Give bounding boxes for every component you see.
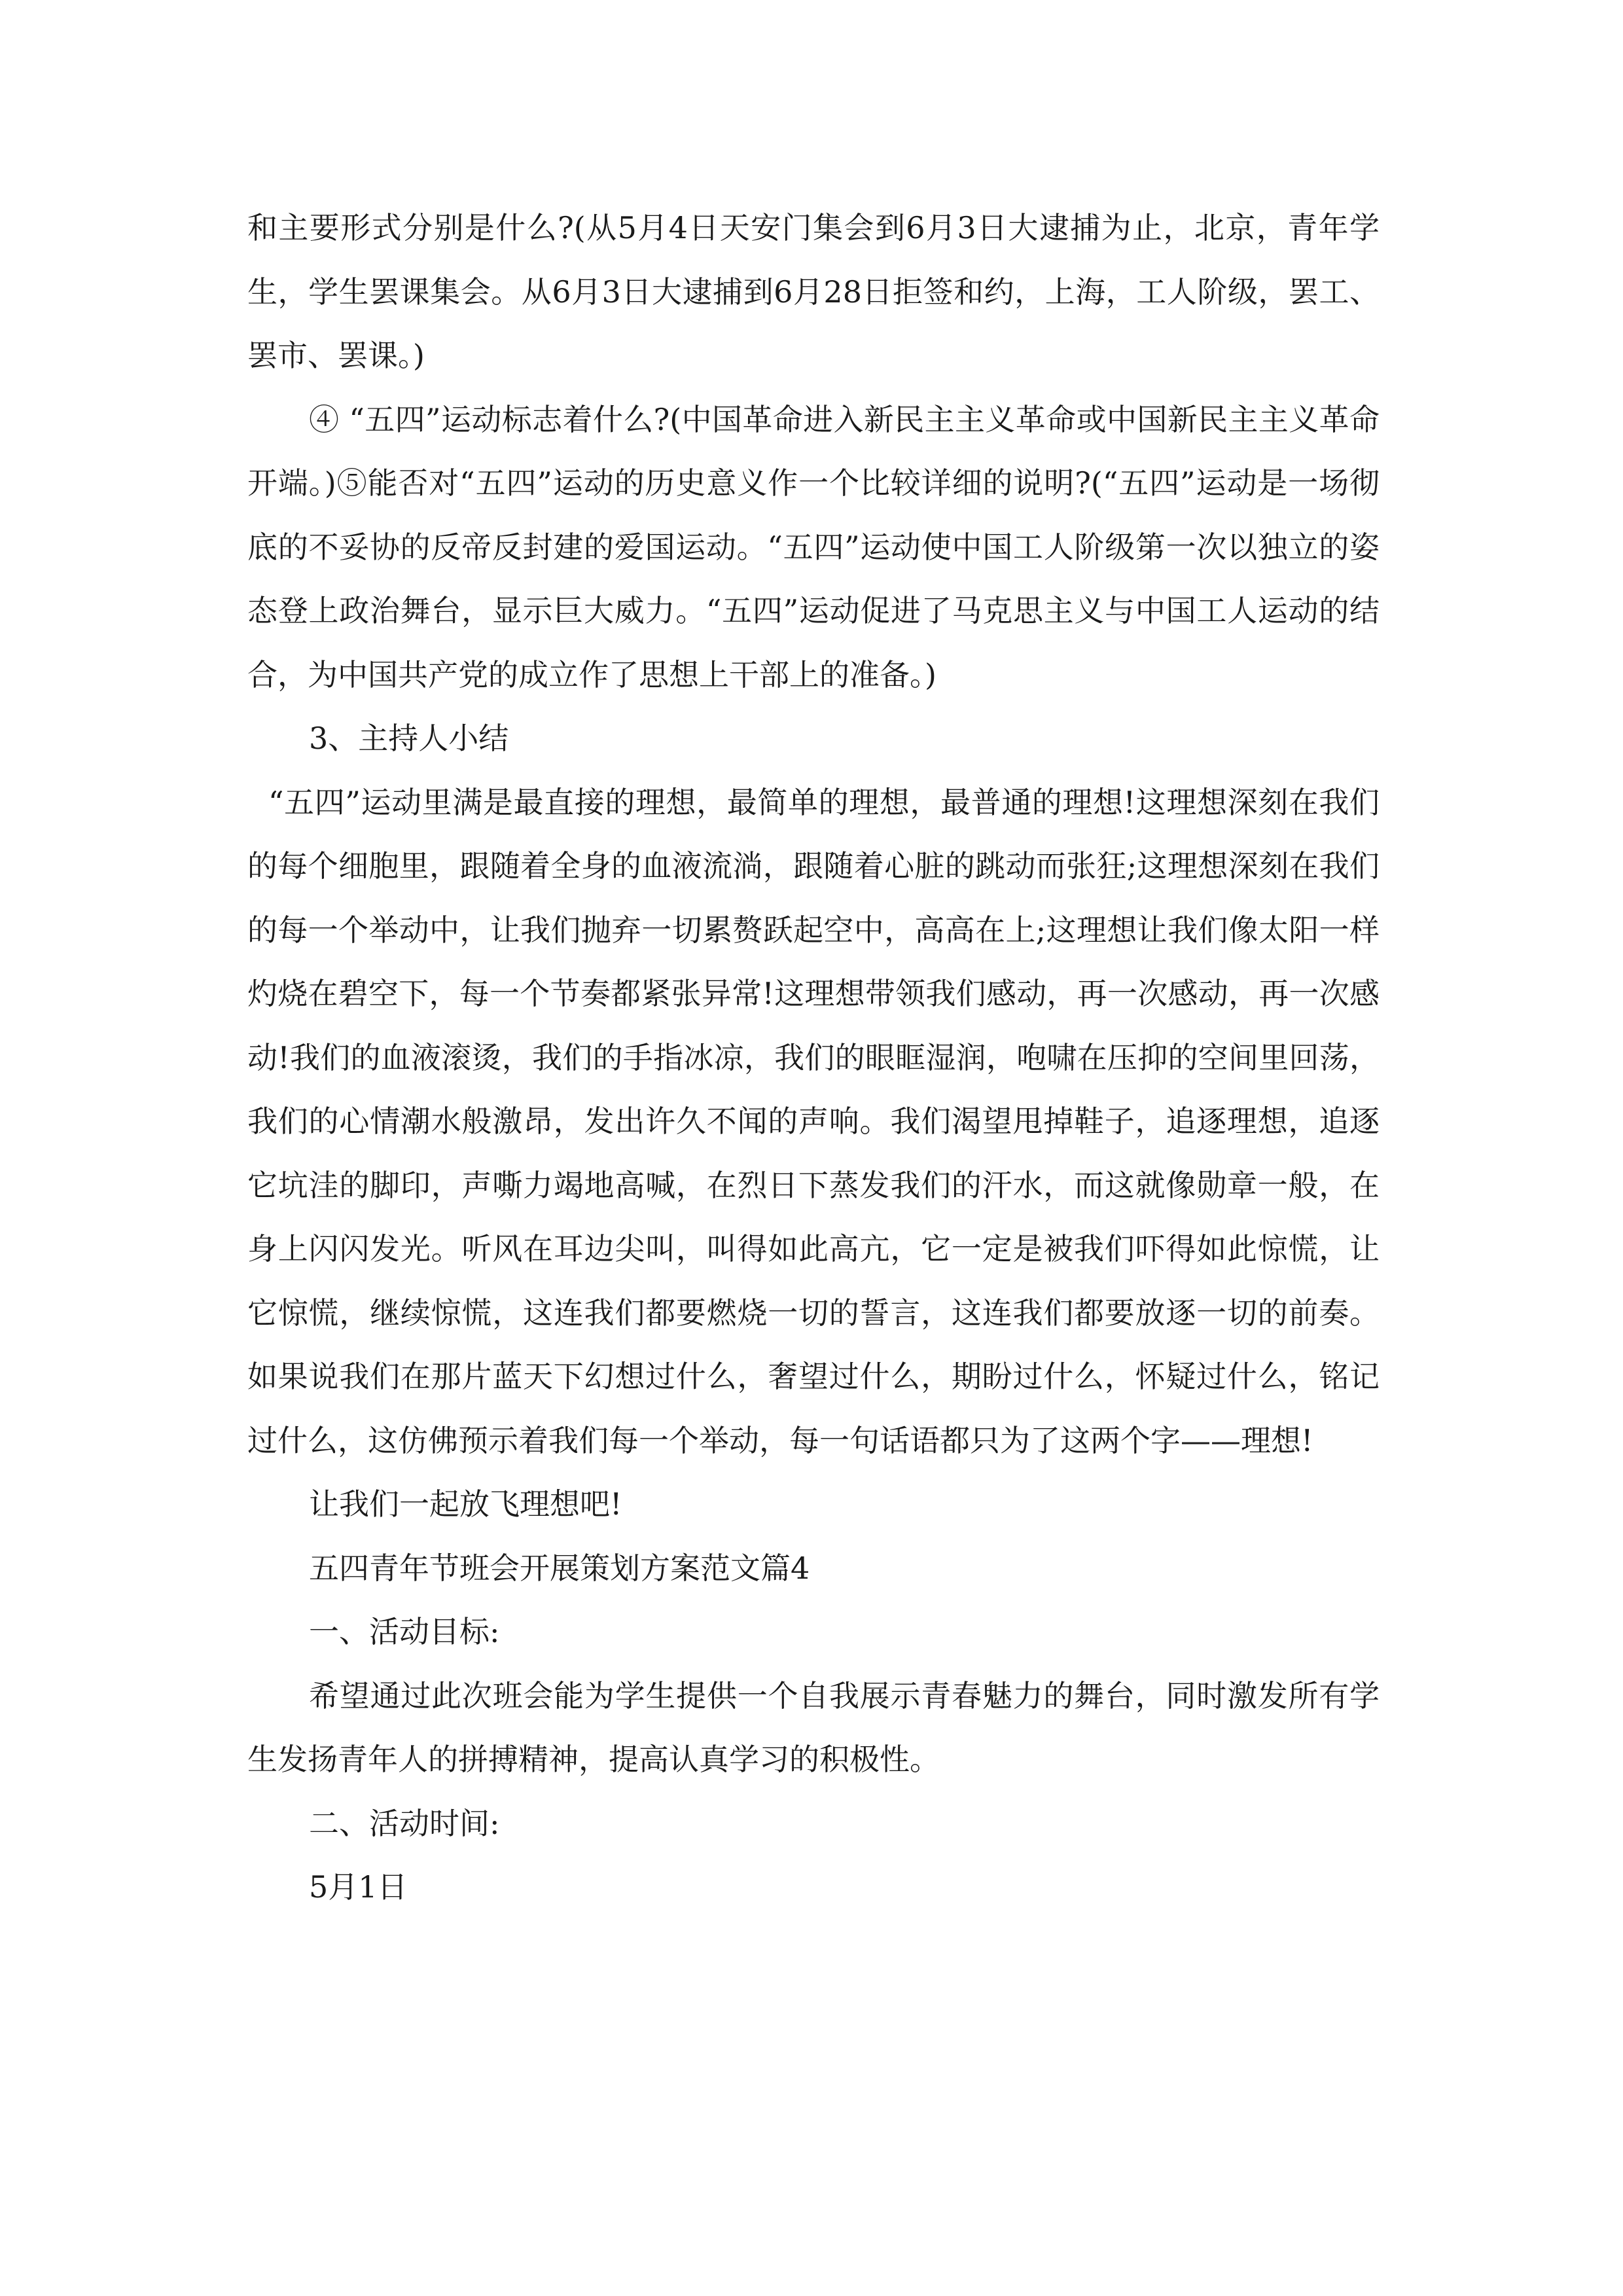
paragraph-activity-date: 5月1日 [309,1869,408,1905]
section-title-plan-4: 五四青年节班会开展策划方案范文篇4 [309,1550,810,1586]
paragraph-fly-ideal: 让我们一起放飞理想吧! [309,1486,622,1522]
document-body [247,196,1380,1920]
heading-activity-goal: 一、活动目标: [309,1614,500,1649]
paragraph-significance-question: ④ “五四”运动标志着什么?(中国革命进入新民主主义革命或中国新民主主义革命开端。)⑤能否对“五四”运动的历史意义作一个比较详细的说明?(“五四”运动是一场彻底的不妥协的反帝反封建的爱国运动。“五四”运动使中国工人阶级第一次以独立的姿态登上政治舞台，显示巨大威力。“五四”运动促进了马克思主义与中国工人运动的结合，为中国共产党的成立作了思想上干部上的准备。) [247,401,1380,692]
paragraph-ideal-summary: “五四”运动里满是最直接的理想，最简单的理想，最普通的理想!这理想深刻在我们的每个细胞里，跟随着全身的血液流淌，跟随着心脏的跳动而张狂;这理想深刻在我们的每一个举动中，让我们抛弃一切累赘跃起空中，高高在上;这理想让我们像太阳一样灼烧在碧空下，每一个节奏都紧张异常!这理想带领我们感动，再一次感动，再一次感动!我们的血液滚烫，我们的手指冰凉，我们的眼眶湿润，咆啸在压抑的空间里回荡，我们的心情潮水般激昂，发出许久不闻的声响。我们渴望甩掉鞋子，追逐理想，追逐它坑洼的脚印，声嘶力竭地高喊，在烈日下蒸发我们的汗水，而这就像勋章一般，在身上闪闪发光。听风在耳边尖叫，叫得如此高亢，它一定是被我们吓得如此惊慌，让它惊慌，继续惊慌，这连我们都要燃烧一切的誓言，这连我们都要放逐一切的前奏。如果说我们在那片蓝天下幻想过什么，奢望过什么，期盼过什么，怀疑过什么，铭记过什么，这仿佛预示着我们每一个举动，每一句话语都只为了这两个字——理想! [247,784,1380,1458]
heading-host-summary: 3、主持人小结 [309,721,509,756]
paragraph-activity-goal: 希望通过此次班会能为学生提供一个自我展示青春魅力的舞台，同时激发所有学生发扬青年人的拼搏精神，提高认真学习的积极性。 [247,1677,1380,1777]
paragraph-answer-forms: 和主要形式分别是什么?(从5月4日天安门集会到6月3日大逮捕为止，北京，青年学生，学生罢课集会。从6月3日大逮捕到6月28日拒签和约，上海，工人阶级，罢工、罢市、罢课。) [247,210,1380,373]
heading-activity-time: 二、活动时间: [309,1805,500,1841]
